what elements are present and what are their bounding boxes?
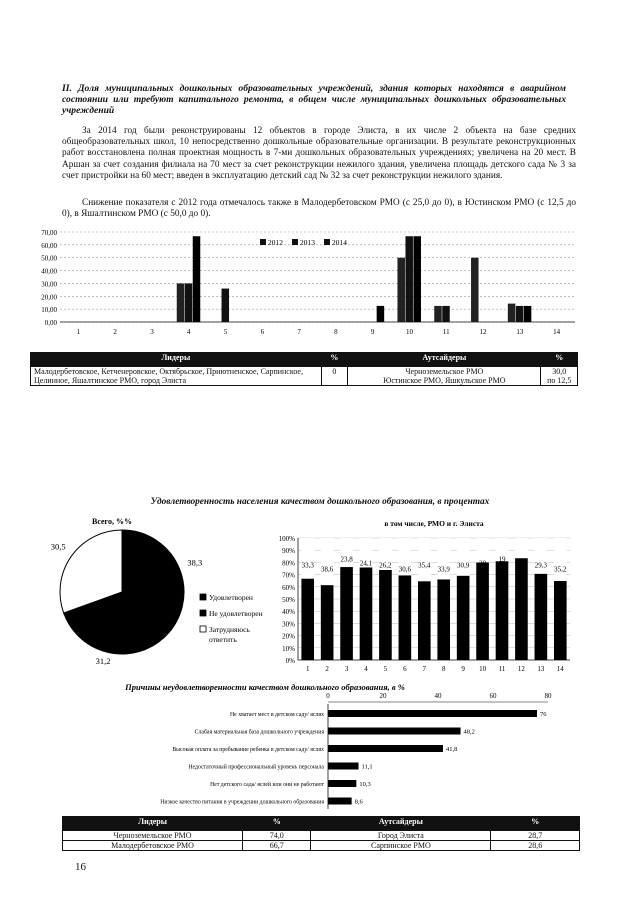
table-row — [63, 831, 580, 841]
bar-satisfied — [379, 570, 392, 660]
x-tick-label: 80 — [544, 692, 552, 700]
bar-2014 — [524, 306, 532, 322]
bar-2013 — [516, 306, 524, 322]
table-row — [31, 367, 578, 386]
bar-reason — [328, 780, 356, 787]
x-tick-label: 2 — [113, 328, 117, 336]
legend-swatch — [324, 239, 330, 245]
table-cell: Сарпинское РМО — [311, 841, 491, 851]
bar-2012 — [177, 283, 185, 322]
x-tick-label: 2 — [325, 665, 329, 673]
y-tick-label: 60,00 — [41, 241, 57, 250]
legend-swatch — [260, 239, 266, 245]
y-tick-label: 30,00 — [41, 280, 57, 289]
category-label: Не хватает мест в детском саду/ яслях — [230, 712, 324, 718]
category-label: Слабая материальная база дошкольного учреждения — [194, 729, 324, 736]
header-percent: % — [491, 817, 580, 831]
section-title-satisfaction: Удовлетворенность населения качеством дошкольного образования, в процентах — [150, 497, 490, 507]
table-row — [63, 841, 580, 851]
chart-dissatisfaction-reasons — [70, 680, 570, 810]
x-tick-label: 11 — [498, 665, 506, 673]
y-tick-label: 100% — [278, 535, 295, 543]
y-tick-label: 10% — [282, 644, 295, 653]
bar-2013 — [185, 283, 193, 322]
table-cell — [348, 367, 541, 386]
bar-reason — [328, 798, 352, 805]
data-label: 33,9 — [437, 565, 450, 574]
y-tick-label: 10,00 — [41, 306, 57, 315]
table-cell-text: Черноземельское РМО — [405, 367, 484, 376]
header-leaders: Лидеры — [63, 817, 243, 831]
bar-satisfied — [418, 581, 431, 660]
data-label: 30,6 — [398, 565, 411, 574]
bar-satisfied — [554, 581, 567, 660]
pie-value-label: 31,2 — [95, 655, 111, 666]
table-cell: Малодербетовское РМО — [63, 841, 243, 851]
pie-chart-total — [30, 512, 270, 667]
x-tick-label: 20 — [379, 692, 387, 700]
x-tick-label: 9 — [370, 328, 375, 336]
bar-2012 — [397, 258, 405, 322]
y-tick-label: 60% — [282, 583, 295, 592]
x-tick-label: 14 — [556, 665, 564, 673]
bar-satisfied — [437, 579, 450, 660]
value-label: 48,2 — [463, 728, 475, 736]
y-tick-label: 20,00 — [41, 293, 57, 302]
bar-satisfied — [301, 579, 314, 660]
y-tick-label: 70,00 — [41, 229, 57, 237]
category-label: Низкое качество питания в учреждении дошкольного образования — [160, 799, 324, 806]
chart-emergency-buildings — [30, 226, 590, 341]
x-tick-label: 6 — [403, 665, 407, 673]
y-tick-label: 70% — [282, 571, 295, 580]
paragraph-decrease: Снижение показателя с 2012 года отмечалось также в Малодербетовском РМО (с 25,0 до 0), в Юстинском РМО (с 12,5 до 0), в Яшалтинском РМО (с 50,0 до 0). — [62, 198, 576, 220]
pie-value-label: 38,3 — [187, 557, 203, 568]
legend-label: Не удовлетворен — [209, 609, 263, 618]
chart-satisfaction-by-region — [268, 518, 580, 678]
category-label: Высокая оплата за пребывание ребенка в детском саду/ яслях — [172, 747, 324, 753]
bar-2012 — [471, 258, 479, 322]
legend-swatch — [200, 594, 206, 600]
value-label: 11,1 — [361, 763, 373, 771]
data-label: 19 — [498, 555, 506, 564]
table-leaders-outsiders-1 — [30, 352, 578, 386]
bar-reason — [328, 710, 537, 717]
bar-satisfied — [535, 574, 548, 660]
bar-satisfied — [399, 575, 412, 660]
data-label: 30,9 — [457, 561, 470, 570]
legend-label: ответить — [209, 635, 237, 644]
x-tick-label: 12 — [479, 328, 487, 336]
value-label: 8,6 — [354, 798, 363, 806]
table-cell: 66,7 — [243, 841, 311, 851]
legend-label: 2013 — [300, 238, 315, 247]
data-label: 24,1 — [359, 559, 373, 568]
x-tick-label: 14 — [553, 328, 561, 336]
y-tick-label: 80% — [282, 559, 295, 568]
category-label: Недостаточный профессиональный уровень персонала — [188, 764, 324, 771]
table-cell: Малодербетовское, Кетченеровское, Октябрьское, Приютненское, Сарпинское, Целинное, Яшалтинское РМО, город Элиста — [31, 367, 322, 386]
value-label: 10,3 — [359, 781, 371, 788]
data-label: 38,6 — [321, 565, 334, 574]
data-label: 35,4 — [418, 561, 431, 570]
pie-title: Всего, %% — [92, 517, 132, 526]
x-tick-label: 13 — [537, 665, 545, 673]
data-label: 29,3 — [534, 561, 547, 570]
data-label: 33,3 — [301, 561, 314, 570]
y-tick-label: 0,00 — [44, 319, 57, 327]
legend-label: 2012 — [268, 238, 283, 247]
header-leaders: Лидеры — [31, 353, 322, 367]
y-tick-label: 50,00 — [41, 254, 57, 263]
data-label: 23,8 — [340, 555, 353, 564]
bar-2012 — [434, 306, 442, 322]
x-tick-label: 40 — [434, 692, 442, 700]
x-tick-label: 4 — [187, 328, 191, 336]
page-number: 16 — [75, 861, 86, 873]
table-cell: 28,6 — [491, 841, 580, 851]
table-cell-text: Юстинское РМО, Яшкульское РМО — [383, 376, 506, 385]
table-cell: Черноземельское РМО — [63, 831, 243, 841]
bar-satisfied — [457, 576, 470, 660]
x-tick-label: 7 — [422, 665, 427, 673]
y-tick-label: 50% — [282, 596, 295, 604]
data-label: 26,2 — [379, 561, 392, 570]
bar-unsatisfied — [418, 538, 431, 581]
bar-satisfied — [496, 561, 509, 660]
bar-unsatisfied — [554, 538, 567, 581]
y-tick-label: 40% — [282, 608, 295, 617]
bar-2014 — [377, 306, 385, 322]
x-tick-label: 1 — [305, 665, 310, 673]
legend-swatch — [292, 239, 298, 245]
bar-unsatisfied — [457, 538, 470, 576]
value-label: 41,8 — [445, 746, 458, 753]
x-tick-label: 8 — [441, 665, 446, 673]
y-tick-label: 90% — [282, 547, 295, 556]
data-label: 16,5 — [515, 559, 528, 568]
bar-2013 — [222, 289, 230, 322]
bar-2013 — [405, 236, 413, 322]
table-cell: 74,0 — [243, 831, 311, 841]
x-tick-label: 3 — [344, 665, 349, 673]
table-cell: 28,7 — [491, 831, 580, 841]
chart-title: Причины неудовлетворенности качеством дошкольного образования, в % — [125, 682, 405, 692]
bar-unsatisfied — [321, 538, 334, 585]
bar-reason — [328, 745, 443, 752]
bar-unsatisfied — [515, 538, 528, 558]
legend-label: Удовлетворен — [209, 593, 253, 602]
x-tick-label: 9 — [461, 665, 465, 673]
table-leaders-outsiders-2 — [62, 816, 580, 851]
bar-reason — [328, 728, 461, 735]
x-tick-label: 3 — [150, 328, 154, 336]
x-tick-label: 10 — [405, 328, 413, 336]
x-tick-label: 6 — [260, 328, 265, 336]
value-label: 76 — [540, 711, 547, 718]
bar-2012 — [508, 304, 515, 322]
y-tick-label: 0% — [285, 657, 295, 665]
header-outsiders: Аутсайдеры — [311, 817, 491, 831]
x-tick-label: 5 — [223, 328, 228, 336]
x-tick-label: 10 — [479, 665, 487, 673]
y-tick-label: 20% — [282, 632, 295, 641]
header-percent: % — [321, 353, 348, 367]
x-tick-label: 7 — [297, 328, 301, 336]
data-label: 20 — [479, 559, 487, 568]
table-cell: Город Элиста — [311, 831, 491, 841]
bar-2013 — [442, 306, 450, 322]
category-label: Нет детского сада/ яслей или они не работают — [210, 782, 324, 788]
x-tick-label: 13 — [516, 328, 524, 336]
legend-label: 2014 — [332, 238, 347, 247]
x-tick-label: 11 — [442, 328, 450, 336]
bar-satisfied — [360, 567, 373, 660]
y-tick-label: 30% — [282, 620, 295, 629]
x-tick-label: 8 — [334, 328, 338, 336]
bar-satisfied — [321, 585, 334, 660]
y-tick-label: 40,00 — [41, 267, 57, 276]
section-heading: II. Доля муниципальных дошкольных образовательных учреждений, здания которых находятся в аварийном состоянии или требуют капитального ремонта, в общем числе муниципальных дошкольных образовательных учреждений — [62, 83, 566, 116]
bar-2014 — [413, 236, 421, 322]
header-outsiders: Аутсайдеры — [348, 353, 541, 367]
x-tick-label: 12 — [517, 665, 525, 673]
bar-satisfied — [476, 562, 489, 660]
table-cell-text: 30,0 — [552, 367, 567, 376]
table-cell — [541, 367, 578, 386]
paragraph-reconstruction: За 2014 год были реконструированы 12 объектов в городе Элиста, в их числе 2 объекта на базе средних общеобразовательных школ, 10 непосредственно дошкольные образовательные организации. В результате реконструкционных работ восстановлена полная проектная мощность в 7-ми дошкольных образовательных учреждениях; увеличена на 20 мест. В Аршан за счет создания филиала на 70 мест за счет реконструкции нежилого здания, увеличена площадь детского сада № 3 за счет пристройки на 60 мест; введен в эксплуатацию детский сад № 32 за счет реконструкции нежилого здания. — [62, 126, 576, 181]
x-tick-label: 1 — [76, 328, 81, 336]
bar-satisfied — [515, 558, 528, 660]
bar-satisfied — [340, 567, 353, 660]
x-tick-label: 5 — [383, 665, 388, 673]
bar-2014 — [193, 236, 201, 322]
header-percent: % — [243, 817, 311, 831]
x-tick-label: 60 — [489, 692, 497, 700]
x-tick-label: 0 — [326, 692, 330, 700]
table-cell: 0 — [321, 367, 348, 386]
x-tick-label: 4 — [364, 665, 368, 673]
legend-label: Затрудняюсь — [209, 625, 250, 634]
header-percent: % — [541, 353, 578, 367]
chart-title: в том числе, РМО и г. Элиста — [384, 519, 484, 528]
table-cell-text: по 12,5 — [547, 376, 572, 385]
legend-swatch — [200, 626, 206, 632]
bar-reason — [328, 763, 359, 770]
data-label: 35,2 — [554, 565, 567, 574]
bar-unsatisfied — [301, 538, 314, 579]
pie-value-label: 30,5 — [50, 541, 66, 552]
legend-swatch — [200, 610, 206, 616]
